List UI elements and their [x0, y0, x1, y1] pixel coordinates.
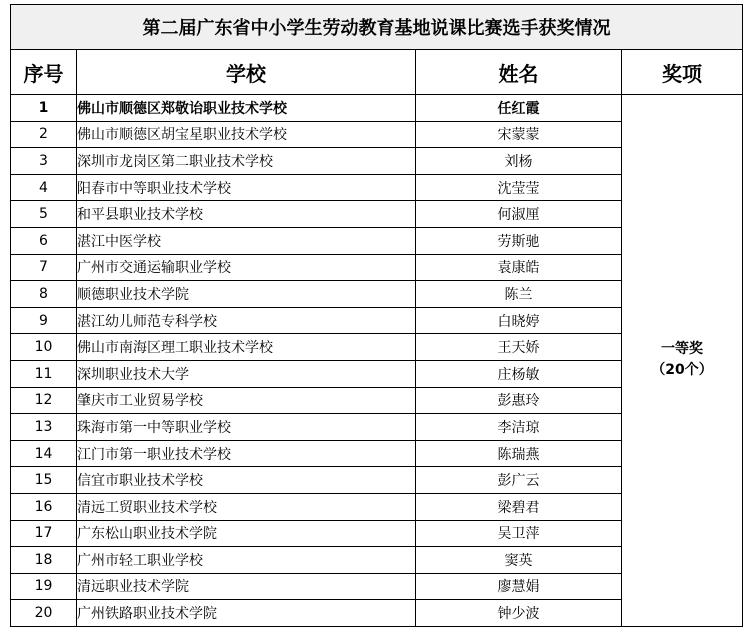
- award-cell: [622, 95, 743, 627]
- award-table: [10, 4, 743, 627]
- row-number: 3: [11, 148, 77, 175]
- row-school: 佛山市顺德区胡宝星职业技术学校: [77, 121, 416, 148]
- award-count: （20个）: [651, 362, 713, 379]
- row-school: 江门市第一职业技术学校: [77, 440, 416, 467]
- row-name: 刘杨: [416, 148, 622, 175]
- row-number: 6: [11, 227, 77, 254]
- row-name: 王天娇: [416, 334, 622, 361]
- row-number: 4: [11, 174, 77, 201]
- header-row: [11, 50, 743, 95]
- row-name: 劳斯驰: [416, 227, 622, 254]
- row-school: 顺德职业技术学院: [77, 281, 416, 308]
- row-name: 廖慧娟: [416, 573, 622, 600]
- row-school: 和平县职业技术学校: [77, 201, 416, 228]
- row-name: 彭惠玲: [416, 387, 622, 414]
- row-number: 19: [11, 573, 77, 600]
- row-name: 沈莹莹: [416, 174, 622, 201]
- award-sheet: [10, 4, 742, 627]
- row-name: 白晓婷: [416, 307, 622, 334]
- row-name: 宋蒙蒙: [416, 121, 622, 148]
- row-school: 广州市交通运输职业学校: [77, 254, 416, 281]
- row-school: 湛江幼儿师范专科学校: [77, 307, 416, 334]
- row-number: 11: [11, 360, 77, 387]
- table-title: 第二届广东省中小学生劳动教育基地说课比赛选手获奖情况: [11, 5, 743, 50]
- row-number: 2: [11, 121, 77, 148]
- header-school: 学校: [77, 50, 416, 95]
- row-name: 庄杨敏: [416, 360, 622, 387]
- row-school: 广州市轻工职业学校: [77, 547, 416, 574]
- row-school: 肇庆市工业贸易学校: [77, 387, 416, 414]
- row-name: 彭广云: [416, 467, 622, 494]
- row-number: 15: [11, 467, 77, 494]
- row-school: 深圳职业技术大学: [77, 360, 416, 387]
- row-school: 广州铁路职业技术学院: [77, 600, 416, 627]
- row-name: 任红霞: [416, 95, 622, 122]
- row-school: 湛江中医学校: [77, 227, 416, 254]
- header-award: 奖项: [622, 50, 743, 95]
- table-row: [11, 95, 743, 122]
- row-number: 1: [11, 95, 77, 122]
- row-name: 李洁琼: [416, 414, 622, 441]
- row-number: 8: [11, 281, 77, 308]
- row-school: 广东松山职业技术学院: [77, 520, 416, 547]
- row-name: 吴卫萍: [416, 520, 622, 547]
- header-number: 序号: [11, 50, 77, 95]
- row-school: 信宜市职业技术学校: [77, 467, 416, 494]
- row-school: 深圳市龙岗区第二职业技术学校: [77, 148, 416, 175]
- row-number: 17: [11, 520, 77, 547]
- row-name: 何淑厘: [416, 201, 622, 228]
- row-name: 陈兰: [416, 281, 622, 308]
- row-school: 清远工贸职业技术学校: [77, 493, 416, 520]
- row-number: 12: [11, 387, 77, 414]
- row-school: 清远职业技术学院: [77, 573, 416, 600]
- row-number: 10: [11, 334, 77, 361]
- row-name: 陈瑞燕: [416, 440, 622, 467]
- row-school: 珠海市第一中等职业学校: [77, 414, 416, 441]
- award-level: 一等奖: [661, 341, 703, 358]
- row-name: 袁康皓: [416, 254, 622, 281]
- row-school: 佛山市顺德区郑敬诒职业技术学校: [77, 95, 416, 122]
- row-number: 14: [11, 440, 77, 467]
- row-number: 9: [11, 307, 77, 334]
- row-number: 18: [11, 547, 77, 574]
- row-number: 13: [11, 414, 77, 441]
- header-name: 姓名: [416, 50, 622, 95]
- row-name: 窦英: [416, 547, 622, 574]
- row-number: 7: [11, 254, 77, 281]
- row-number: 16: [11, 493, 77, 520]
- row-name: 梁碧君: [416, 493, 622, 520]
- row-number: 5: [11, 201, 77, 228]
- row-name: 钟少波: [416, 600, 622, 627]
- row-school: 佛山市南海区理工职业技术学校: [77, 334, 416, 361]
- title-row: [11, 5, 743, 50]
- row-number: 20: [11, 600, 77, 627]
- row-school: 阳春市中等职业技术学校: [77, 174, 416, 201]
